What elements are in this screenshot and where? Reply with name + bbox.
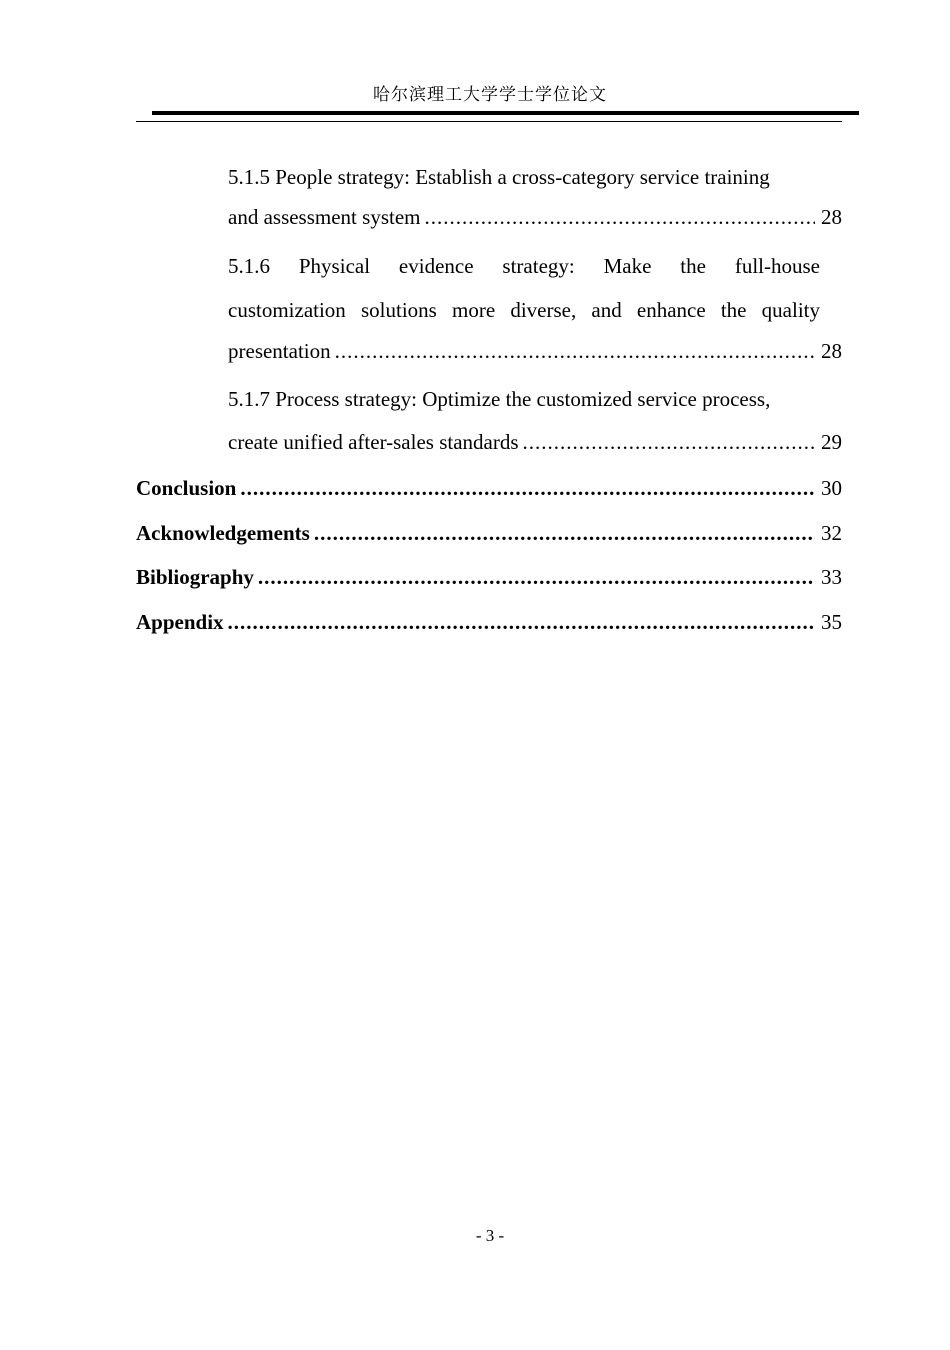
toc-entry-5-1-6-line3[interactable] bbox=[228, 336, 842, 366]
toc-page-number: 30 bbox=[821, 476, 842, 500]
dot-leader bbox=[523, 427, 815, 457]
toc-entry-5-1-7-line1[interactable] bbox=[228, 384, 820, 414]
toc-entry-text: create unified after-sales standards bbox=[228, 430, 519, 454]
toc-page-number: 28 bbox=[821, 205, 842, 229]
toc-entry-5-1-5-line2[interactable] bbox=[228, 202, 842, 232]
dot-leader bbox=[335, 336, 815, 366]
toc-entry-text: Appendix bbox=[136, 610, 224, 634]
toc-page-number: 28 bbox=[821, 339, 842, 363]
page-number-footer: - 3 - bbox=[475, 1226, 505, 1245]
toc-entry-text: customization solutions more diverse, and enhance the quality bbox=[228, 298, 820, 322]
dot-leader bbox=[240, 473, 815, 503]
toc-entry-text: 5.1.5 People strategy: Establish a cross-category service training bbox=[228, 165, 770, 189]
toc-page-number: 35 bbox=[821, 610, 842, 634]
dot-leader bbox=[314, 518, 815, 548]
toc-entry-5-1-6-line1[interactable] bbox=[228, 251, 820, 281]
toc-entry-text: 5.1.6 Physical evidence strategy: Make the full-house bbox=[228, 254, 820, 278]
toc-entry-acknowledgements[interactable] bbox=[136, 518, 842, 548]
header-rule-thick bbox=[152, 111, 859, 115]
toc-page-number: 33 bbox=[821, 565, 842, 589]
toc-entry-text: Conclusion bbox=[136, 476, 237, 500]
toc-entry-bibliography[interactable] bbox=[136, 562, 842, 592]
toc-entry-appendix[interactable] bbox=[136, 607, 842, 637]
dot-leader bbox=[424, 202, 815, 232]
toc-entry-5-1-6-line2[interactable] bbox=[228, 295, 820, 325]
toc-entry-text: 5.1.7 Process strategy: Optimize the customized service process, bbox=[228, 387, 771, 411]
toc-page-number: 29 bbox=[821, 430, 842, 454]
dot-leader bbox=[258, 562, 815, 592]
toc-entry-5-1-7-line2[interactable] bbox=[228, 427, 842, 457]
header-rule-thin bbox=[136, 121, 842, 122]
toc-entry-text: presentation bbox=[228, 339, 331, 363]
toc-entry-text: Bibliography bbox=[136, 565, 254, 589]
dot-leader bbox=[228, 607, 815, 637]
toc-entry-text: Acknowledgements bbox=[136, 521, 310, 545]
toc-entry-5-1-5-line1[interactable] bbox=[228, 162, 820, 192]
toc-page-number: 32 bbox=[821, 521, 842, 545]
running-header-title: 哈尔滨理工大学学士学位论文 bbox=[373, 85, 607, 104]
toc-entry-text: and assessment system bbox=[228, 205, 421, 229]
toc-entry-conclusion[interactable] bbox=[136, 473, 842, 503]
